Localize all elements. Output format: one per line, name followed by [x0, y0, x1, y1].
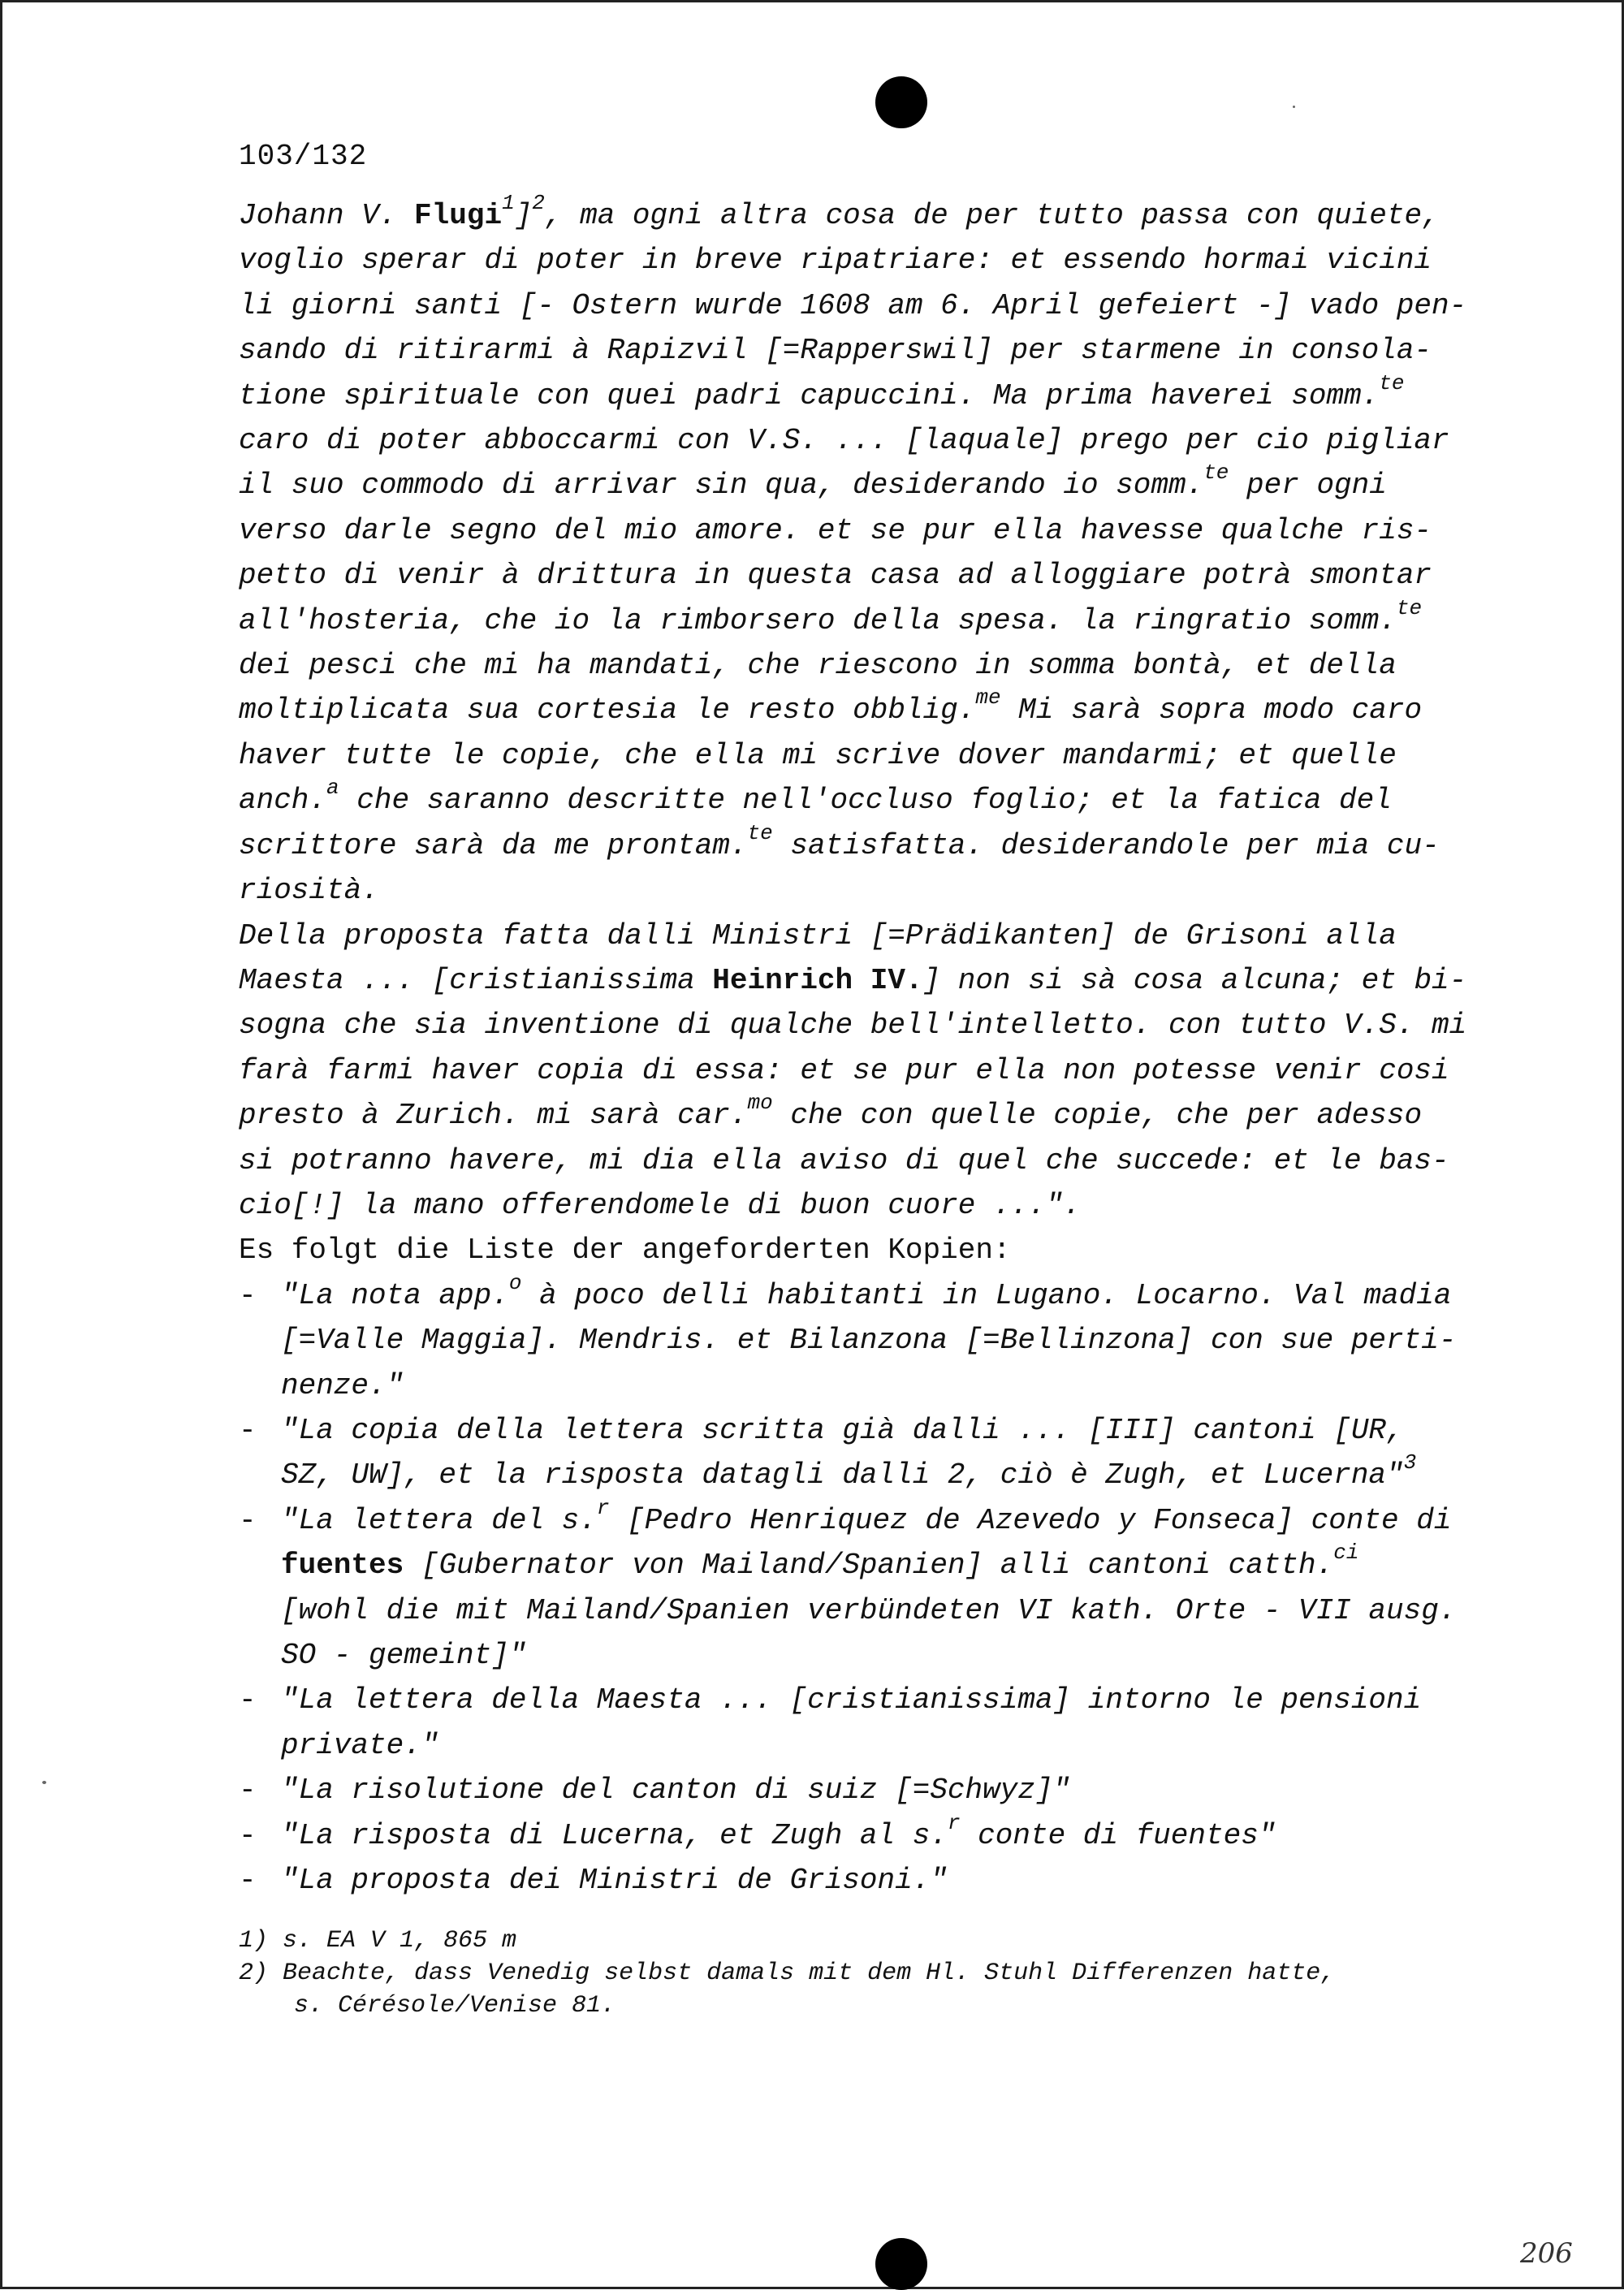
superscript: te: [1203, 460, 1229, 486]
text-line: Johann V. Flugi$^1$]$^2$, ma ogni altra cosa de per tutto passa con quiete,: [239, 191, 1440, 232]
list-item-continuation: [wohl die mit Mailand/Spanien verbündeten VI kath. Orte - VII ausg.: [281, 1593, 1457, 1627]
person-name: fuentes: [281, 1549, 404, 1583]
superscript: r: [596, 1495, 610, 1520]
list-dash: -: [239, 1683, 257, 1718]
superscript: o: [508, 1270, 522, 1295]
text-line: riosità.: [239, 874, 379, 908]
text-line: Della proposta fatta dalli Ministri [=Prädikanten] de Grisoni alla: [239, 918, 1397, 953]
footnote-ref: 3: [1403, 1450, 1417, 1476]
list-item-continuation: SZ, UW], et la risposta datagli dalli 2, ciò è Zugh, et Lucerna"$^3$: [281, 1450, 1417, 1493]
text-line: petto di venir à drittura in questa casa ad alloggiare potrà smontar: [239, 559, 1432, 593]
person-name: Heinrich IV.: [712, 963, 923, 997]
text-line: si potranno havere, mi dia ella aviso di quel che succede: et le bas-: [239, 1143, 1449, 1177]
list-item-continuation: SO - gemeint]": [281, 1639, 527, 1672]
superscript: ci: [1333, 1540, 1359, 1566]
text-line: farà farmi haver copia di essa: et se pur ella non potesse venir cosi: [239, 1053, 1449, 1087]
text-line: sogna che sia inventione di qualche bell'intelletto. con tutto V.S. mi: [239, 1009, 1467, 1043]
text-line: li giorni santi [- Ostern wurde 1608 am 6. April gefeiert -] vado pen-: [239, 288, 1467, 322]
text-line: scrittore sarà da me prontam.$^{te}$ satisfatta. desiderandole per mia cu-: [239, 820, 1440, 862]
text-line: caro di poter abboccarmi con V.S. ... [laquale] prego per cio pigliar: [239, 424, 1449, 458]
text-line: Maesta ... [cristianissima Heinrich IV.] non si sà cosa alcuna; et bi-: [239, 963, 1467, 997]
punch-hole-bottom: [875, 2238, 927, 2290]
list-item: - "La nota app.$^o$ à poco delli habitanti in Lugano. Locarno. Val madia [=Valle Maggia]. Mendris. et Bilanzona [=Bellinzona] con sue perti- nenze.": [239, 1273, 1473, 1408]
footnote-continuation: s. Cérésole/Venise 81.: [294, 1992, 616, 2020]
list-item-continuation: [=Valle Maggia]. Mendris. et Bilanzona [=Bellinzona] con sue perti-: [281, 1324, 1457, 1358]
scan-speck: [1293, 106, 1295, 108]
list-item-continuation: fuentes [Gubernator von Mailand/Spanien] alli cantoni catth.$^{ci}$: [281, 1540, 1359, 1583]
superscript: te: [747, 820, 773, 845]
document-id: 103/132: [239, 140, 368, 173]
text-line: cio[!] la mano offerendomele di buon cuore ...".: [239, 1188, 1081, 1222]
scan-speck: [42, 1781, 46, 1784]
list-dash: -: [239, 1864, 257, 1898]
punch-hole-top: [875, 76, 927, 128]
person-name: Flugi: [414, 199, 503, 232]
footnote: 2) Beachte, dass Venedig selbst damals mit dem Hl. Stuhl Differenzen hatte,: [239, 1959, 1336, 1987]
text-line: voglio sperar di poter in breve ripatriare: et essendo hormai vicini: [239, 244, 1432, 278]
page-number: 206: [1520, 2237, 1573, 2270]
list-item: - "La lettera della Maesta ... [cristianissima] intorno le pensioni private.": [239, 1678, 1473, 1768]
list-dash: -: [239, 1413, 257, 1447]
text-line: verso darle segno del mio amore. et se pur ella havesse qualche ris-: [239, 513, 1432, 547]
list-item: - "La copia della lettera scritta già dalli ... [III] cantoni [UR, SZ, UW], et la risposta datagli dalli 2, ciò è Zugh, et Lucerna"$^3$: [239, 1408, 1473, 1498]
list-item: - "La risposta di Lucerna, et Zugh al s.$^r$ conte di fuentes": [239, 1813, 1473, 1858]
text-line: sando di ritirarmi à Rapizvil [=Rapperswil] per starmene in consola-: [239, 334, 1432, 368]
footnotes: [239, 1925, 1489, 2022]
superscript: a: [326, 776, 339, 801]
superscript: r: [947, 1810, 961, 1835]
superscript: me: [975, 685, 1001, 711]
text-line: haver tutte le copie, che ella mi scrive dover mandarmi; et quelle: [239, 738, 1397, 772]
text-line: il suo commodo di arrivar sin qua, desiderando io somm.$^{te}$ per ogni: [239, 460, 1387, 503]
list-dash: -: [239, 1818, 257, 1852]
superscript: te: [1396, 595, 1423, 620]
letter-body: [239, 193, 1473, 1903]
text-line: dei pesci che mi ha mandati, che riescono in somma bontà, et della: [239, 649, 1397, 683]
list-item: - "La proposta dei Ministri de Grisoni.": [239, 1858, 1473, 1903]
superscript: te: [1379, 370, 1405, 395]
list-dash: -: [239, 1503, 257, 1537]
list-dash: -: [239, 1774, 257, 1808]
footnote-ref: 2: [532, 191, 545, 215]
footnote: 1) s. EA V 1, 865 m: [239, 1927, 517, 1955]
text-line: tione spirituale con quei padri capuccini. Ma prima haverei somm.$^{te}$: [239, 370, 1405, 413]
text-line: moltiplicata sua cortesia le resto obblig.$^{me}$ Mi sarà sopra modo caro: [239, 685, 1423, 728]
footnote-ref: 1: [502, 191, 515, 215]
list-intro: Es folgt die Liste der angeforderten Kopien:: [239, 1234, 1011, 1268]
superscript: mo: [747, 1091, 773, 1116]
list-item: - "La risolutione del canton di suiz [=Schwyz]": [239, 1768, 1473, 1813]
list-dash: -: [239, 1278, 257, 1312]
list-item: - "La lettera del s.$^r$ [Pedro Henriquez de Azevedo y Fonseca] conte di fuentes [Gubernator von Mailand/Spanien] alli cantoni catth.$^{ci}$ [wohl die mit Mailand/Spanien verbündeten VI kath. Orte - VII ausg. SO - gemeint]": [239, 1498, 1473, 1679]
text-line: presto à Zurich. mi sarà car.$^{mo}$ che con quelle copie, che per adesso: [239, 1091, 1423, 1133]
list-item-continuation: private.": [281, 1728, 439, 1762]
list-item-continuation: nenze.": [281, 1368, 404, 1402]
text-line: all'hosteria, che io la rimborsero della spesa. la ringratio somm.$^{te}$: [239, 595, 1423, 637]
text-line: anch.$^a$ che saranno descritte nell'occluso foglio; et la fatica del: [239, 776, 1392, 818]
